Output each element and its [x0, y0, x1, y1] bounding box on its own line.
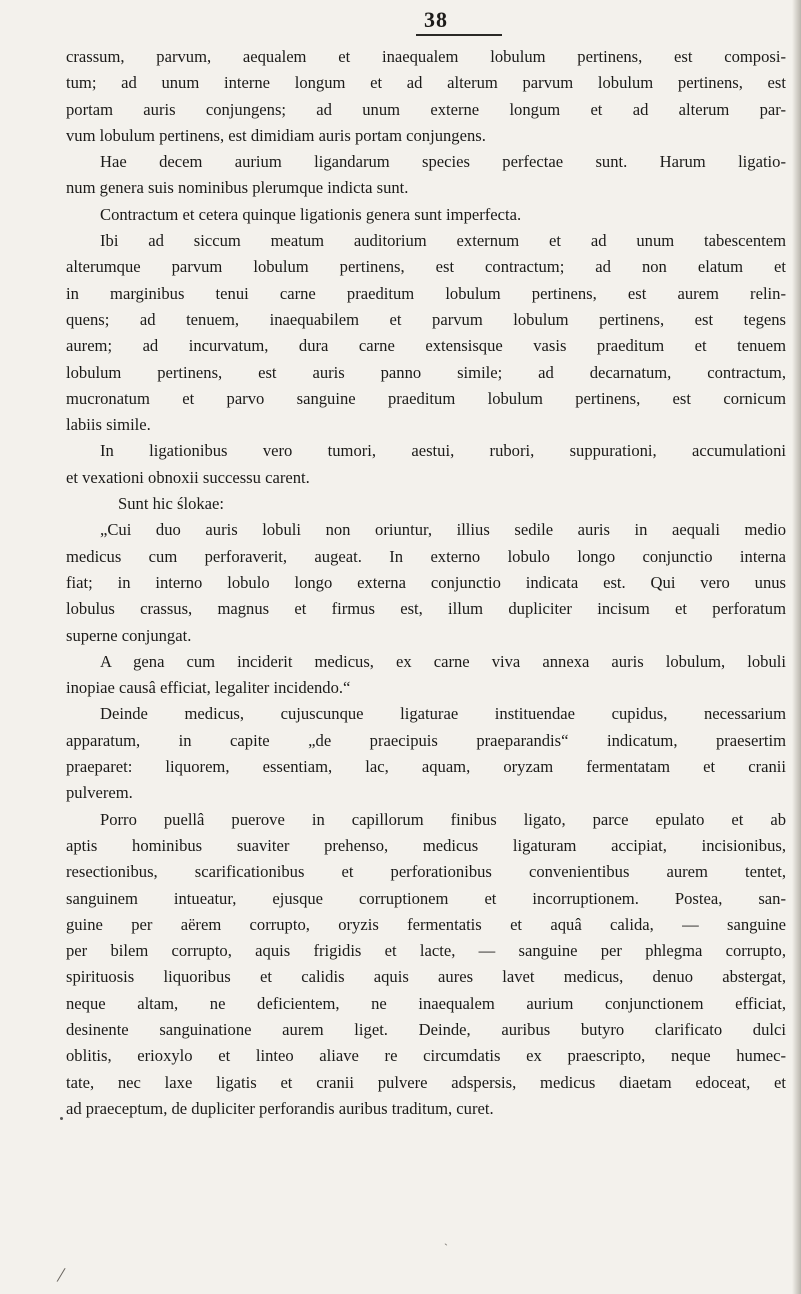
text-line: resectionibus, scarificationibus et perforationibus convenientibus aurem tentet,	[66, 862, 786, 882]
page-number: 38	[424, 7, 448, 32]
text-line: alterumque parvum lobulum pertinens, est contractum; ad non elatum et	[66, 257, 786, 277]
text-line: Contractum et cetera quinque ligationis genera sunt imperfecta.	[100, 204, 522, 224]
text-line: num genera suis nominibus plerumque indicta sunt.	[66, 178, 409, 198]
text-line: sanguinem intueatur, ejusque corruptionem et incorruptionem. Postea, san-	[66, 888, 786, 908]
text-line: inopiae causâ efficiat, legaliter incidendo.“	[66, 678, 351, 698]
body-text	[66, 44, 786, 1122]
text-line: ad praeceptum, de dupliciter perforandis auribus traditum, curet.	[66, 1098, 494, 1118]
text-line: Porro puellâ puerove in capillorum finibus ligato, parce epulato et ab	[100, 809, 786, 829]
text-line: pulverem.	[66, 783, 133, 803]
text-line: aptis hominibus suaviter prehenso, medicus ligaturam accipiat, incisionibus,	[66, 835, 786, 855]
text-line: superne conjungat.	[66, 625, 192, 645]
text-line: quens; ad tenuem, inaequabilem et parvum lobulum pertinens, est tegens	[66, 309, 786, 329]
text-line: vum lobulum pertinens, est dimidiam auris portam conjungens.	[66, 125, 486, 145]
text-line: in marginibus tenui carne praeditum lobulum pertinens, est aurem relin-	[66, 283, 786, 303]
text-line: guine per aërem corrupto, oryzis fermentatis et aquâ calida, — sanguine	[66, 914, 786, 934]
text-line: et vexationi obnoxii successu carent.	[66, 467, 310, 487]
text-line: tate, nec laxe ligatis et cranii pulvere adspersis, medicus diaetam edoceat, et	[66, 1072, 786, 1092]
text-line: „Cui duo auris lobuli non oriuntur, illius sedile auris in aequali medio	[100, 520, 786, 540]
text-line: labiis simile.	[66, 415, 151, 435]
stray-mark: ˎ	[444, 1232, 448, 1246]
text-line: desinente sanguinatione aurem liget. Deinde, auribus butyro clarificato dulci	[66, 1019, 786, 1039]
text-line: lobulum pertinens, est auris panno simile; ad decarnatum, contractum,	[66, 362, 786, 382]
margin-mark	[60, 1117, 63, 1120]
text-line: apparatum, in capite „de praecipuis praeparandis“ indicatum, praesertim	[66, 730, 786, 750]
text-line: lobulus crassus, magnus et firmus est, illum dupliciter incisum et perforatum	[66, 599, 786, 619]
pencil-mark: /	[55, 1261, 67, 1288]
text-line: aurem; ad incurvatum, dura carne extensisque vasis praeditum et tenuem	[66, 336, 786, 356]
text-line: per bilem corrupto, aquis frigidis et lacte, — sanguine per phlegma corrupto,	[66, 941, 786, 961]
text-line: A gena cum inciderit medicus, ex carne viva annexa auris lobulum, lobuli	[100, 651, 786, 671]
header-rule	[416, 34, 502, 36]
text-line: mucronatum et parvo sanguine praeditum lobulum pertinens, est cornicum	[66, 388, 786, 408]
text-line: portam auris conjungens; ad unum externe longum et ad alterum par-	[66, 99, 786, 119]
page-edge-shadow	[792, 0, 801, 1294]
text-line: spirituosis liquoribus et calidis aquis aures lavet medicus, denuo abstergat,	[66, 967, 786, 987]
text-line: Ibi ad siccum meatum auditorium externum et ad unum tabescentem	[100, 231, 786, 251]
text-line: praeparet: liquorem, essentiam, lac, aquam, oryzam fermentatam et cranii	[66, 757, 786, 777]
text-line: Hae decem aurium ligandarum species perfectae sunt. Harum ligatio-	[100, 152, 786, 172]
text-line: Deinde medicus, cujuscunque ligaturae instituendae cupidus, necessarium	[100, 704, 786, 724]
text-line: tum; ad unum interne longum et ad alterum parvum lobulum pertinens, est	[66, 73, 786, 93]
text-line: fiat; in interno lobulo longo externa conjunctio indicata est. Qui vero unus	[66, 572, 786, 592]
text-line: Sunt hic ślokae:	[118, 494, 225, 514]
text-line: oblitis, erioxylo et linteo aliave re circumdatis ex praescripto, neque humec-	[66, 1046, 786, 1066]
text-line: crassum, parvum, aequalem et inaequalem lobulum pertinens, est composi-	[66, 47, 786, 66]
text-line: In ligationibus vero tumori, aestui, rubori, suppurationi, accumulationi	[100, 441, 786, 461]
text-line: neque altam, ne deficientem, ne inaequalem aurium conjunctionem efficiat,	[66, 993, 786, 1013]
text-line: medicus cum perforaverit, augeat. In externo lobulo longo conjunctio interna	[66, 546, 786, 566]
